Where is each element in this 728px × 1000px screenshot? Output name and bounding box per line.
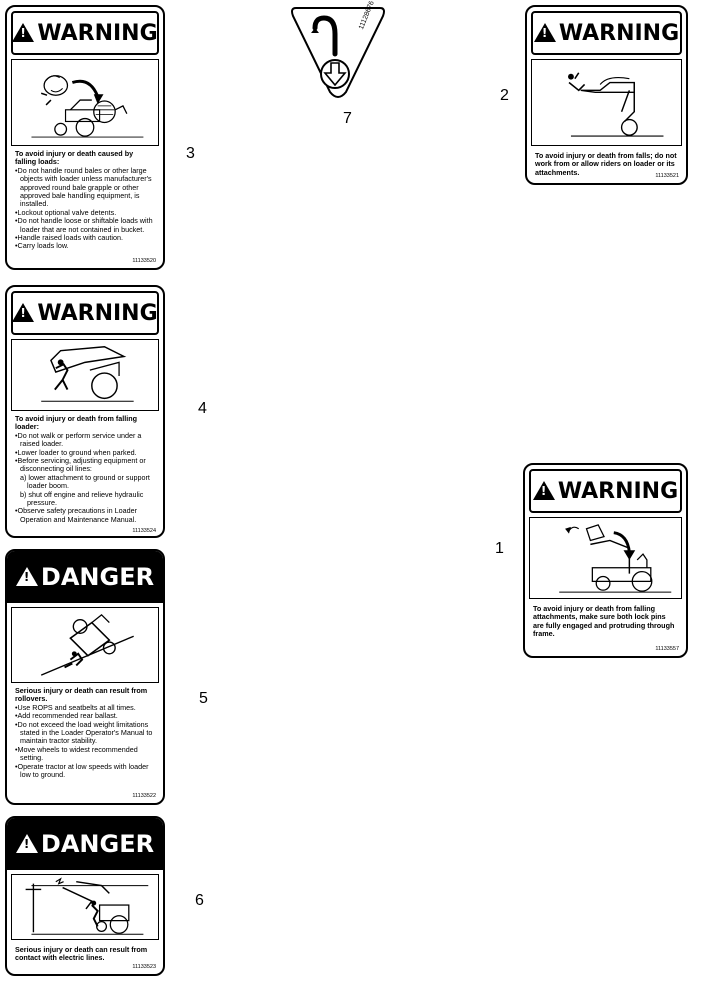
- decal-4-subitem: b) shut off engine and relieve hydraulic pressure.: [20, 489, 144, 508]
- decal-2-header: [531, 11, 682, 55]
- decal-5-item: •Use ROPS and seatbelts at all times.: [15, 702, 136, 712]
- callout-3: 3: [186, 145, 195, 162]
- decal-4-part-number: 11133524: [132, 528, 156, 534]
- decal-6-electric-lines: [5, 816, 165, 976]
- decal-6-part-number: 11133523: [132, 964, 156, 970]
- warning-triangle-icon: [12, 303, 34, 322]
- decal-4-header: [11, 291, 159, 335]
- decal-1-text: [525, 599, 686, 639]
- decal-4-item: •Observe safety precautions in Loader Operation and Maintenance Manual.: [15, 506, 137, 524]
- decal-7-part-number: 11128676: [358, 0, 376, 31]
- decal-2-lead: To avoid injury or death from falls; do not work from or allow riders on loader or its attachments.: [535, 151, 677, 177]
- decal-5-rollovers: [5, 549, 165, 805]
- decal-5-header: [7, 551, 163, 603]
- decal-3-pictogram: [11, 59, 159, 146]
- callout-7: 7: [343, 110, 352, 127]
- callout-1: 1: [495, 540, 504, 557]
- decal-6-lead: Serious injury or death can result from contact with electric lines.: [15, 945, 148, 963]
- decal-6-pictogram: [11, 874, 159, 940]
- decal-4-item: •Before servicing, adjusting equipment or disconnecting oil lines:: [15, 456, 146, 474]
- warning-triangle-icon: [16, 567, 38, 586]
- warning-triangle-icon: [533, 481, 555, 500]
- decal-4-item: •Lower loader to ground when parked.: [15, 447, 137, 457]
- down-arrow-icon: [321, 60, 349, 88]
- decal-6-header: [7, 818, 163, 870]
- warning-triangle-icon: [16, 834, 38, 853]
- rider-on-loader-pictogram: [532, 60, 681, 145]
- decal-4-header-text: WARNING: [37, 300, 158, 326]
- decal-5-item: •Add recommended rear ballast.: [15, 711, 118, 721]
- decal-1-part-number: 11133557: [655, 646, 679, 652]
- rollover-pictogram: [12, 608, 158, 682]
- decal-7-shape: [288, 4, 388, 102]
- decal-1-header-text: WARNING: [557, 478, 679, 504]
- callout-6: 6: [195, 892, 204, 909]
- decal-5-pictogram: [11, 607, 159, 683]
- callout-4: 4: [198, 400, 207, 417]
- decal-5-lead: Serious injury or death can result from rollovers.: [15, 686, 148, 704]
- decal-1-pictogram: [529, 517, 682, 599]
- decal-2-part-number: 11133521: [655, 173, 679, 179]
- decal-1-lead: To avoid injury or death from falling attachments, make sure both lock pins are fully engaged and protruding through frame.: [533, 604, 675, 639]
- callout-5: 5: [199, 690, 208, 707]
- decal-5-item: •Operate tractor at low speeds with loader low to ground.: [15, 761, 149, 780]
- decal-5-item: •Move wheels to widest recommended setting.: [15, 744, 138, 763]
- decal-3-lead: To avoid injury or death caused by falling loads:: [15, 149, 134, 167]
- decal-5-item: •Do not exceed the load weight limitations stated in the Loader Operator's Manual to maintain tractor stability.: [15, 719, 153, 746]
- decal-4-item: •Do not walk or perform service under a raised loader.: [15, 430, 142, 449]
- person-under-loader-pictogram: [12, 340, 158, 410]
- callout-2: 2: [500, 87, 509, 104]
- decal-4-subitem: a) lower attachment to ground or support loader boom.: [20, 472, 150, 491]
- decal-4-lead: To avoid injury or death from falling loader:: [15, 414, 138, 432]
- decal-3-item: •Do not handle round bales or other large objects with loader unless manufacturer's approved round bale grapple or other approved bale handling equipment, is installed.: [15, 165, 152, 209]
- decal-3-part-number: 11133520: [132, 258, 156, 264]
- decal-6-header-text: DANGER: [40, 830, 155, 858]
- decal-4-falling-loader: [5, 285, 165, 538]
- decal-5-text: [7, 683, 163, 779]
- decal-4-pictogram: [11, 339, 159, 411]
- warning-triangle-icon: [534, 23, 556, 42]
- decal-6-text: [7, 940, 163, 963]
- decal-5-header-text: DANGER: [40, 563, 155, 591]
- decal-3-item: •Handle raised loads with caution.: [15, 233, 123, 243]
- decal-1-lock-pins: [523, 463, 688, 658]
- decal-2-header-text: WARNING: [558, 20, 680, 46]
- decal-2-falls: [525, 5, 688, 185]
- warning-triangle-icon: [12, 23, 34, 42]
- decal-1-header: [529, 469, 682, 513]
- decal-3-header-text: WARNING: [37, 20, 158, 46]
- decal-3-text: [7, 146, 163, 251]
- decal-5-part-number: 11133522: [132, 793, 156, 799]
- decal-3-item: •Lockout optional valve detents.: [15, 207, 117, 217]
- decal-3-item: •Carry loads low.: [15, 241, 69, 251]
- falling-bale-pictogram: [12, 60, 158, 145]
- decal-4-text: [7, 411, 163, 524]
- electric-line-pictogram: [12, 875, 158, 939]
- falling-attachment-pictogram: [530, 518, 681, 598]
- decal-3-header: [11, 11, 159, 55]
- decal-2-pictogram: [531, 59, 682, 146]
- decal-3-falling-loads: [5, 5, 165, 270]
- decal-7-lift-point: [288, 0, 388, 102]
- decal-3-item: •Do not handle loose or shiftable loads with loader that are not contained in bucket.: [15, 216, 153, 234]
